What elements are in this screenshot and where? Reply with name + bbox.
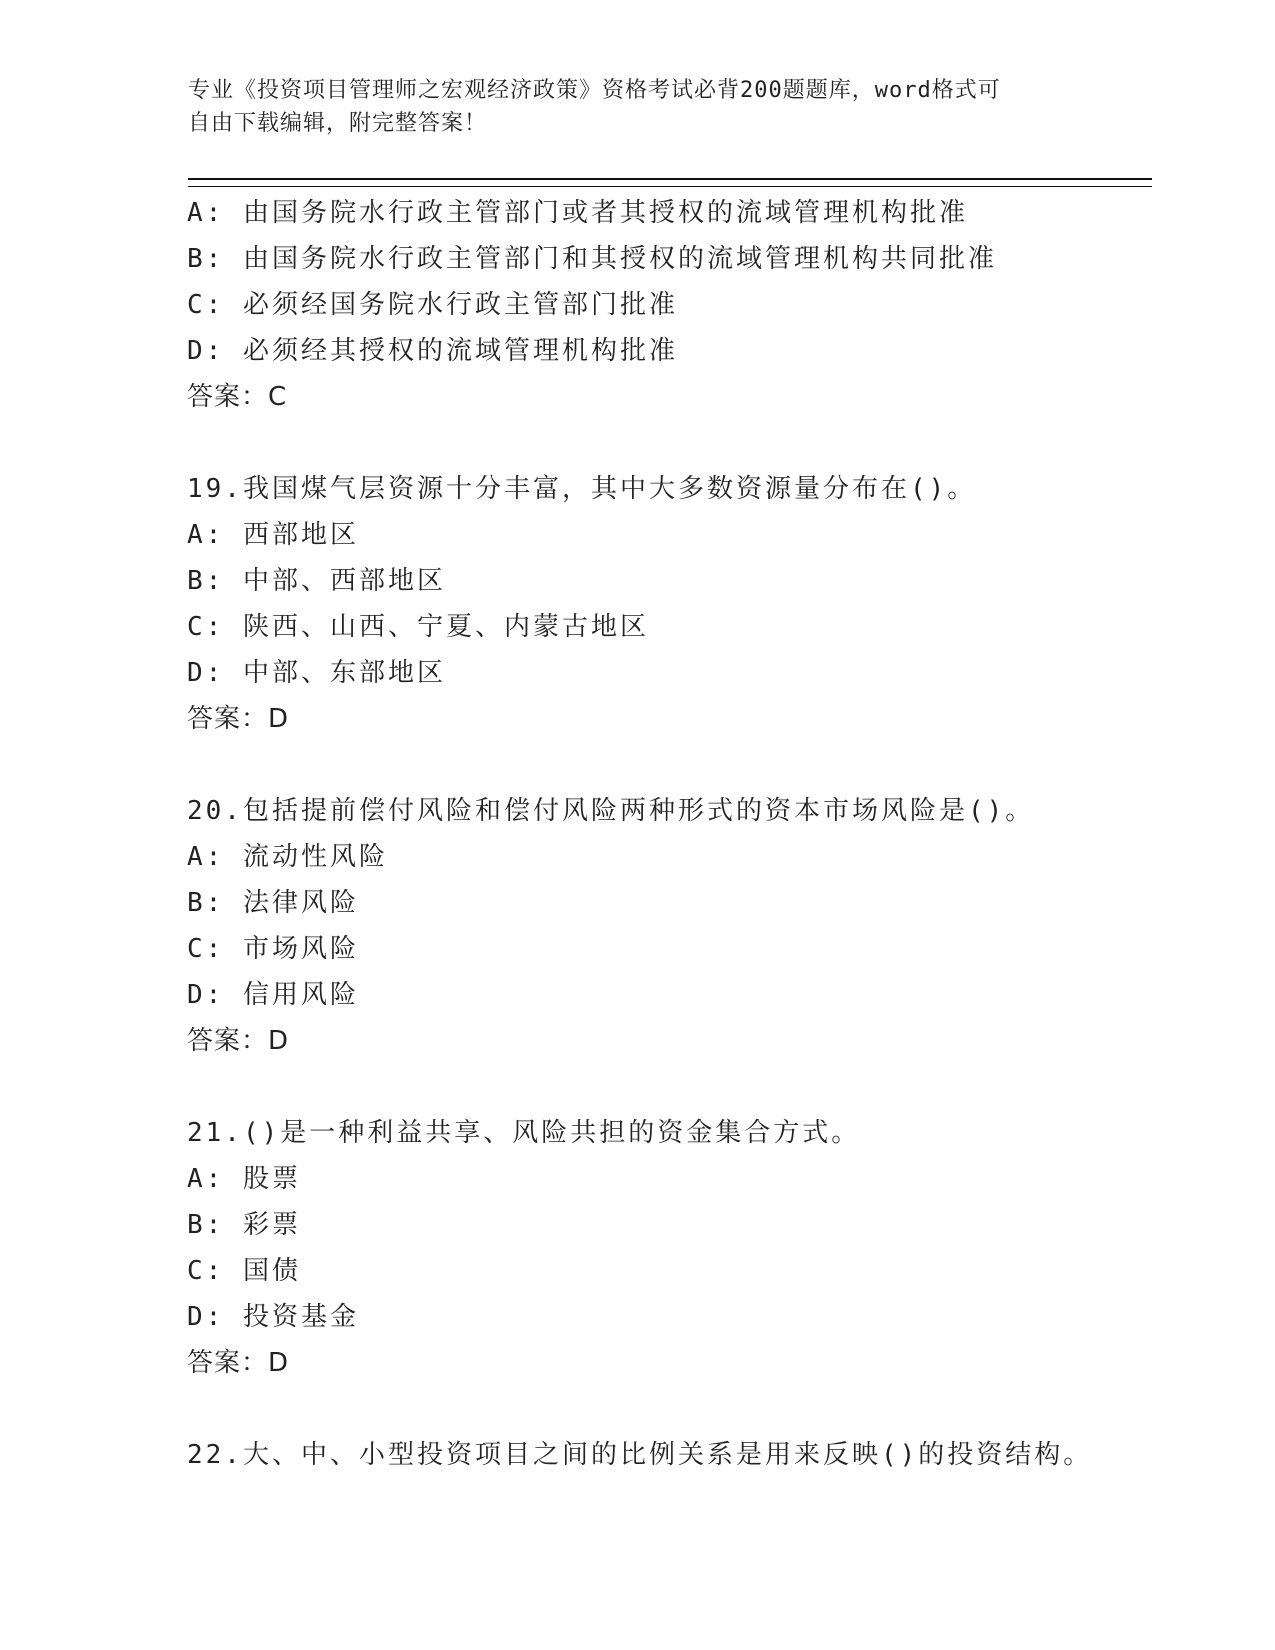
question-block-18 — [187, 190, 1167, 420]
header-line-1: 专业《投资项目管理师之宏观经济政策》资格考试必背200题题库，word格式可 — [188, 78, 1001, 103]
question-block-20 — [187, 788, 1167, 1064]
document-header — [188, 74, 1088, 140]
option-d: D: 投资基金 — [187, 1302, 359, 1332]
spacer — [187, 1064, 1167, 1110]
option-c: C: 必须经国务院水行政主管部门批准 — [187, 290, 678, 320]
question-block-22 — [187, 1432, 1167, 1478]
spacer — [187, 1386, 1167, 1432]
question-text: 22.大、中、小型投资项目之间的比例关系是用来反映()的投资结构。 — [187, 1440, 1093, 1470]
question-text: 20.包括提前偿付风险和偿付风险两种形式的资本市场风险是()。 — [187, 796, 1035, 826]
option-a: A: 西部地区 — [187, 520, 359, 550]
option-b: B: 由国务院水行政主管部门和其授权的流域管理机构共同批准 — [187, 244, 997, 274]
option-d: D: 中部、东部地区 — [187, 658, 446, 688]
option-d: D: 必须经其授权的流域管理机构批准 — [187, 336, 678, 366]
question-block-21 — [187, 1110, 1167, 1386]
spacer — [187, 420, 1167, 466]
answer-line: 答案：D — [187, 704, 290, 734]
option-c: C: 陕西、山西、宁夏、内蒙古地区 — [187, 612, 649, 642]
option-a: A: 由国务院水行政主管部门或者其授权的流域管理机构批准 — [187, 198, 968, 228]
question-block-19 — [187, 466, 1167, 742]
option-b: B: 法律风险 — [187, 888, 359, 918]
option-d: D: 信用风险 — [187, 980, 359, 1010]
option-a: A: 股票 — [187, 1164, 301, 1194]
answer-line: 答案：D — [187, 1348, 290, 1378]
header-divider — [188, 178, 1152, 187]
option-b: B: 中部、西部地区 — [187, 566, 446, 596]
option-b: B: 彩票 — [187, 1210, 301, 1240]
option-c: C: 市场风险 — [187, 934, 359, 964]
answer-line: 答案：D — [187, 1026, 290, 1056]
question-list — [187, 190, 1167, 1478]
option-a: A: 流动性风险 — [187, 842, 388, 872]
option-c: C: 国债 — [187, 1256, 301, 1286]
question-text: 21.()是一种利益共享、风险共担的资金集合方式。 — [187, 1118, 861, 1148]
spacer — [187, 742, 1167, 788]
header-line-2: 自由下载编辑，附完整答案！ — [188, 111, 488, 136]
answer-line: 答案：C — [187, 382, 288, 412]
question-text: 19.我国煤气层资源十分丰富，其中大多数资源量分布在()。 — [187, 474, 977, 504]
